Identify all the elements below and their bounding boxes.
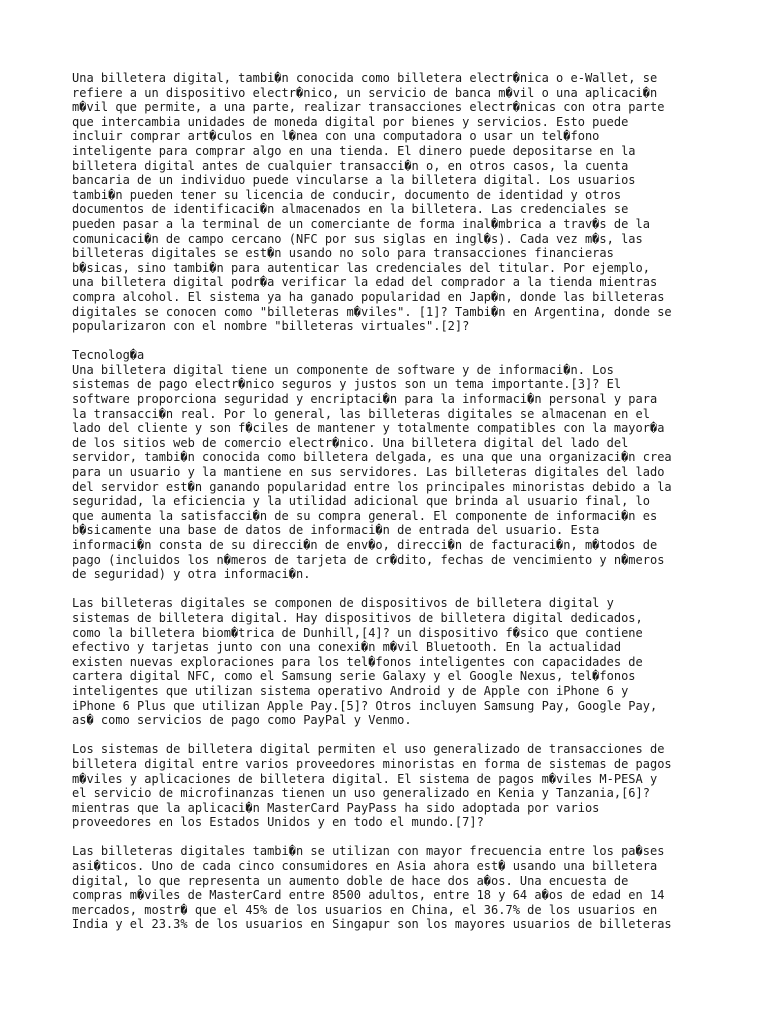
text-line: compra alcohol. El sistema ya ha ganado popularidad en Jap�n, donde las billeteras xyxy=(72,289,665,304)
text-line: documentos de identificaci�n almacenados en la billetera. Las credenciales se xyxy=(72,202,629,217)
text-line: proveedores en los Estados Unidos y en todo el mundo.[7]? xyxy=(72,815,484,830)
text-line: que intercambia unidades de moneda digital por bienes y servicios. Esto puede xyxy=(72,114,629,129)
text-line: sistemas de billetera digital. Hay dispositivos de billetera digital dedicados, xyxy=(72,610,643,625)
text-line: para un usuario y la mantiene en sus servidores. Las billeteras digitales del lado xyxy=(72,465,665,480)
text-line: inteligentes que utilizan sistema operativo Android y de Apple con iPhone 6 y xyxy=(72,683,629,698)
text-line: Las billeteras digitales tambi�n se utilizan con mayor frecuencia entre los pa�ses xyxy=(72,844,665,859)
text-line: refiere a un dispositivo electr�nico, un servicio de banca m�vil o una aplicaci�n xyxy=(72,85,658,100)
text-line: como la billetera biom�trica de Dunhill,[4]? un dispositivo f�sico que contiene xyxy=(72,625,643,640)
paragraph-spacer xyxy=(72,582,712,597)
document-page xyxy=(72,71,712,932)
text-line: b�sicas, sino tambi�n para autenticar las credenciales del titular. Por ejemplo, xyxy=(72,260,650,275)
text-line: del servidor est�n ganando popularidad entre los principales minoristas debido a la xyxy=(72,479,672,494)
text-line: una billetera digital podr�a verificar la edad del comprador a la tienda mientras xyxy=(72,275,658,290)
text-line: seguridad, la eficiencia y la utilidad adicional que brinda al usuario final, lo xyxy=(72,494,650,509)
text-line: que aumenta la satisfacci�n de su compra general. El componente de informaci�n es xyxy=(72,508,658,523)
text-line: popularizaron con el nombre "billeteras virtuales".[2]? xyxy=(72,319,470,334)
text-line: asi�ticos. Uno de cada cinco consumidores en Asia ahora est� usando una billetera xyxy=(72,859,658,874)
text-line: pueden pasar a la terminal de un comerciante de forma inal�mbrica a trav�s de la xyxy=(72,216,650,231)
text-line: efectivo y tarjetas junto con una conexi�n m�vil Bluetooth. En la actualidad xyxy=(72,640,622,655)
text-line: m�vil que permite, a una parte, realizar transacciones electr�nicas con otra parte xyxy=(72,100,665,115)
text-line: Una billetera digital tiene un componente de software y de informaci�n. Los xyxy=(72,362,614,377)
paragraph xyxy=(72,596,712,727)
paragraph-spacer xyxy=(72,728,712,743)
text-line: billetera digital antes de cualquier transacci�n o, en otros casos, la cuenta xyxy=(72,158,629,173)
text-line: informaci�n consta de su direcci�n de env�o, direcci�n de facturaci�n, m�todos de xyxy=(72,538,658,552)
text-line: mientras que la aplicaci�n MasterCard PayPass ha sido adoptada por varios xyxy=(72,800,600,815)
text-line: iPhone 6 Plus que utilizan Apple Pay.[5]? Otros incluyen Samsung Pay, Google Pay, xyxy=(72,698,658,713)
text-line: servidor, tambi�n conocida como billetera delgada, es una que una organizaci�n crea xyxy=(72,450,672,465)
paragraph xyxy=(72,348,712,582)
text-line: billetera digital entre varios proveedores minoristas en forma de sistemas de pagos xyxy=(72,756,672,771)
text-line: compras m�viles de MasterCard entre 8500 adultos, entre 18 y 64 a�os de edad en 14 xyxy=(72,888,665,903)
text-line: mercados, mostr� que el 45% de los usuarios en China, el 36.7% de los usuarios en xyxy=(72,902,658,917)
text-line: el servicio de microfinanzas tienen un uso generalizado en Kenia y Tanzania,[6]? xyxy=(72,786,650,801)
paragraph-spacer xyxy=(72,334,712,349)
text-line: la transacci�n real. Por lo general, las billeteras digitales se almacenan en el xyxy=(72,406,650,421)
paragraph xyxy=(72,742,712,830)
text-line: software proporciona seguridad y encriptaci�n para la informaci�n personal y para xyxy=(72,392,658,407)
text-line: India y el 23.3% de los usuarios en Singapur son los mayores usuarios de billeteras xyxy=(72,917,672,932)
text-line: cartera digital NFC, como el Samsung serie Galaxy y el Google Nexus, tel�fonos xyxy=(72,669,636,684)
paragraph xyxy=(72,71,712,334)
text-line: de los sitios web de comercio electr�nico. Una billetera digital del lado del xyxy=(72,435,629,450)
text-line: as� como servicios de pago como PayPal y Venmo. xyxy=(72,713,412,728)
text-line: sistemas de pago electr�nico seguros y justos son un tema importante.[3]? El xyxy=(72,377,622,392)
paragraph-spacer xyxy=(72,830,712,845)
paragraph xyxy=(72,844,712,932)
document-body xyxy=(72,71,712,932)
text-line: de seguridad) y otra informaci�n. xyxy=(72,567,311,582)
text-line: Los sistemas de billetera digital permiten el uso generalizado de transacciones de xyxy=(72,742,665,757)
text-line: digitales se conocen como "billeteras m�viles". [1]? Tambi�n en Argentina, donde se xyxy=(72,304,672,319)
text-line: incluir comprar art�culos en l�nea con una computadora o usar un tel�fono xyxy=(72,129,600,144)
text-line: existen nuevas exploraciones para los tel�fonos inteligentes con capacidades de xyxy=(72,654,643,669)
text-line: lado del cliente y son f�ciles de mantener y totalmente compatibles con la mayor�a xyxy=(72,421,665,436)
text-line: pago (incluidos los n�meros de tarjeta de cr�dito, fechas de vencimiento y n�meros xyxy=(72,552,665,567)
text-line: inteligente para comprar algo en una tienda. El dinero puede depositarse en la xyxy=(72,143,636,158)
text-line: Las billeteras digitales se componen de dispositivos de billetera digital y xyxy=(72,596,614,611)
text-line: comunicaci�n de campo cercano (NFC por sus siglas en ingl�s). Cada vez m�s, las xyxy=(72,231,643,246)
text-line: Tecnolog�a xyxy=(72,348,145,363)
text-line: billeteras digitales se est�n usando no solo para transacciones financieras xyxy=(72,246,614,261)
text-line: Una billetera digital, tambi�n conocida como billetera electr�nica o e-Wallet, se xyxy=(72,71,658,85)
text-line: bancaria de un individuo puede vincularse a la billetera digital. Los usuarios xyxy=(72,173,636,188)
text-line: tambi�n pueden tener su licencia de conducir, documento de identidad y otros xyxy=(72,187,622,202)
text-line: b�sicamente una base de datos de informaci�n de entrada del usuario. Esta xyxy=(72,523,600,538)
text-line: m�viles y aplicaciones de billetera digital. El sistema de pagos m�viles M-PESA y xyxy=(72,771,658,786)
text-line: digital, lo que representa un aumento doble de hace dos a�os. Una encuesta de xyxy=(72,873,629,888)
